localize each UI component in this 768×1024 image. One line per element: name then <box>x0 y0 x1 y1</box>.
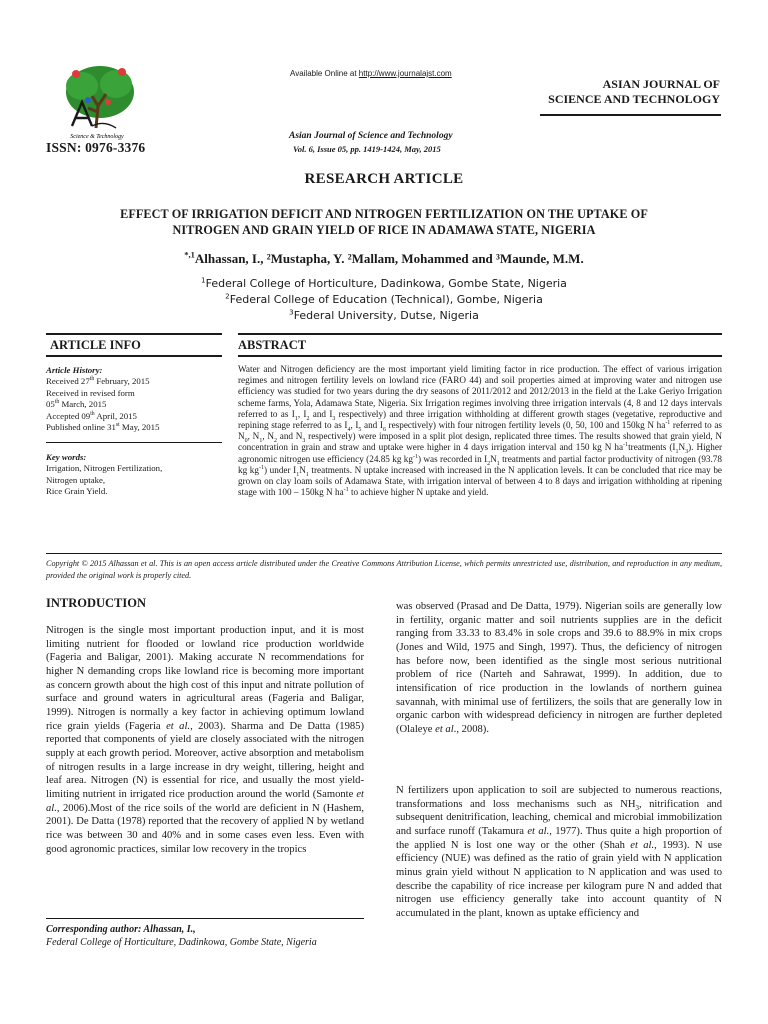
affiliation-2: $^2$Federal College of Education (Technical), Gombe, Nigeria <box>225 291 543 306</box>
abstract-heading: ABSTRACT <box>238 338 307 352</box>
issn: ISSN: 0976-3376 <box>46 140 146 155</box>
info-divider <box>46 442 222 443</box>
introduction-text-col1: Nitrogen is the single most important production input, and it is most limiting nutrient for flooded or lowland rice production worldwide (Fageria and Baligar, 2001). Making accurate N recommendations for higher N demanding crops like lowland rice is becoming more important as concern growth about the high cost of this input and nitrate pollution of surface and ground waters in agricultural areas (Fageria and Baligar, 1999). Nitrogen is normally a key factor in achieving optimum lowland rice grain yields (Fageria et al., 2003). Sharma and De Datta (1985) reported that components of yield are closely associated with the nitrogen supply at each growth period. Moreover, active absorption and metabolism of nitrogen results in a large increase in dry weight, tillering, height and leaf area. Nitrogen (N) is essential for rice, and usually the most yield-limiting nutrient in irrigated rice production around the world (Samonte et al., 2006).Most of the rice soils of the world are deficient in N (Hashem, 2001). De Datta (1978) reported that the recovery of applied N by wetland rice was between 30 and 40% and in some cases even less. Even with good agronomic practices, similar low recovery in the tropics <box>46 625 364 855</box>
copyright-notice: Copyright © 2015 Alhassan et al. This is an open access article distributed under the Creative Commons Attribution License, which permits unrestricted use, distribution, and reproduction in any medium, provided the original work is properly cited. <box>46 559 722 580</box>
journal-logo <box>52 62 142 142</box>
keywords: Key words: Irrigation, Nitrogen Fertilization, Nitrogen uptake, Rice Grain Yield. <box>46 452 163 497</box>
abstract-rule-bottom <box>238 355 722 357</box>
abstract-text: Water and Nitrogen deficiency are the most important yield limiting factor in rice production. The effect of various irrigation regimes and nitrogen fertility levels on lowland rice (FARO 44) and soil properties aimed at improving water and nitrogen use efficiency was studied for two years during the dry seasons of 2011/2012 and 2012/2013 in the field at the Lake Geriyo Irrigation scheme farms, Yola, Adamawa State, Nigeria. Six Irrigation regimes involving three irrigation intervals (4, 8 and 12 days intervals referred to as $I_1$, $I_2$ and $I_3$ respectively) and three irrigation withholding at different growth stages (vegetative, reproductive and repining stage referred to as $I_4$, $I_5$ and $I_6$ respectively) with four nitrogen fertility levels (0, 50, 100 and 150kg N $ha^{-1}$ referred to as $N_0$, $N_1$, $N_2$ and $N_3$ respectively) were imposed in a split plot design, replicated three times. The results showed that grain yield, N concentration in grain and straw and uptake were higher in 4 days irrigation interval and 150 kg N $ha^{-1}treatments$ $(I_1N_3)$. Higher agronomic nitrogen use efficiency (24.85 kg $kg^{-1}$) was recorded in $I_2N_1$ treatments and partial factor productivity of nitrogen (93.78 kg $kg^{-1}$) under $I_1N_1$ treatments. N uptake increased with increased in the N application levels. It can be concluded that rice may be grown on clay loam soils of Adamawa State, with irrigation interval of between 4 to 8 days and irrigation withholding at ripening stage with 100 – 150kg N $ha^{-1}$ to achieve higher N uptake and yield. <box>238 364 723 498</box>
copyright-rule <box>46 553 722 554</box>
article-info-heading: ARTICLE INFO <box>50 338 141 352</box>
header-divider <box>540 114 721 116</box>
affiliation-1: $^1$Federal College of Horticulture, Dadinkowa, Gombe State, Nigeria <box>201 275 567 290</box>
introduction-text-col2b: N fertilizers upon application to soil are subjected to numerous reactions, transformations and loss mechanisms such as $NH_3$, nitrification and subsequent denitrification, leaching, chemical and microbial immobilization and surface runoff (Takamura et al., 1977). Thus quite a high proportion of the applied N is lost one way or the other (Shah et al., 1993). N use efficiency (NUE) was defined as the ratio of grain yield with N application minus grain yield without N application to N application and was used to describe the capability of rice increase per kilogram pure N and added that nitrogen use efficiency generally take into account quantity of N accumulated in the plant, known as uptake efficiency and <box>396 785 722 919</box>
journal-volume: Vol. 6, Issue 05, pp. 1419-1424, May, 2015 <box>293 144 441 154</box>
article-history: Article History: Received 27th February, 2015 Received in revised form 05th March, 2015 Accepted 09th April, 2015 Published online 31st May, 2015 <box>46 365 160 433</box>
introduction-text-col2a: was observed (Prasad and De Datta, 1979). Nigerian soils are generally low in fertility, organic matter and soil nutrients supplies are in the deficit ranging from 33.33 to 83.4% in sole crops and 39.6 to 88.9% in mix crops (Jones and Wild, 1975 and Singh, 1997). Thus, the deficiency of nitrogen has before now, been identified as the single most serious nutritional problem of rice (Narteh and Sahrawat, 1999). In addition, due to intensification of rice production in the lowlands of northern guinea savannah, with minimal use of fertilizers, the soils that are generally low in organic carbon with widespread deficiency in nitrogen are further depleted (Olaleye et al., 2008). <box>396 601 722 735</box>
svg-text:Science & Technology: Science & Technology <box>70 134 124 140</box>
article-type: RESEARCH ARTICLE <box>304 171 464 187</box>
info-rule-top <box>46 333 222 335</box>
journal-url-link[interactable]: http://www.journalajst.com <box>358 69 452 78</box>
affiliation-3: $^3$Federal University, Dutse, Nigeria <box>289 307 479 322</box>
article-title: EFFECT OF IRRIGATION DEFICIT AND NITROGEN FERTILIZATION ON THE UPTAKE OF NITROGEN AND GRAIN YIELD OF RICE IN ADAMAWA STATE, NIGERIA <box>120 207 648 237</box>
available-online: Available Online at http://www.journalajst.com <box>290 69 452 78</box>
footnote-rule <box>46 918 364 919</box>
introduction-heading: INTRODUCTION <box>46 596 147 610</box>
journal-name: ASIAN JOURNAL OF SCIENCE AND TECHNOLOGY <box>548 77 720 106</box>
abstract-rule-top <box>238 333 722 335</box>
tree-logo-icon <box>52 62 142 142</box>
info-rule-bottom <box>46 355 222 357</box>
corresponding-author: Corresponding author: Alhassan, I., Federal College of Horticulture, Dadinkowa, Gombe State, Nigeria <box>46 924 317 948</box>
authors: $^{*,1}$Alhassan, I., ²Mustapha, Y. ²Mallam, Mohammed and ³Maunde, M.M. <box>184 249 584 266</box>
journal-full-name: Asian Journal of Science and Technology <box>289 131 453 141</box>
